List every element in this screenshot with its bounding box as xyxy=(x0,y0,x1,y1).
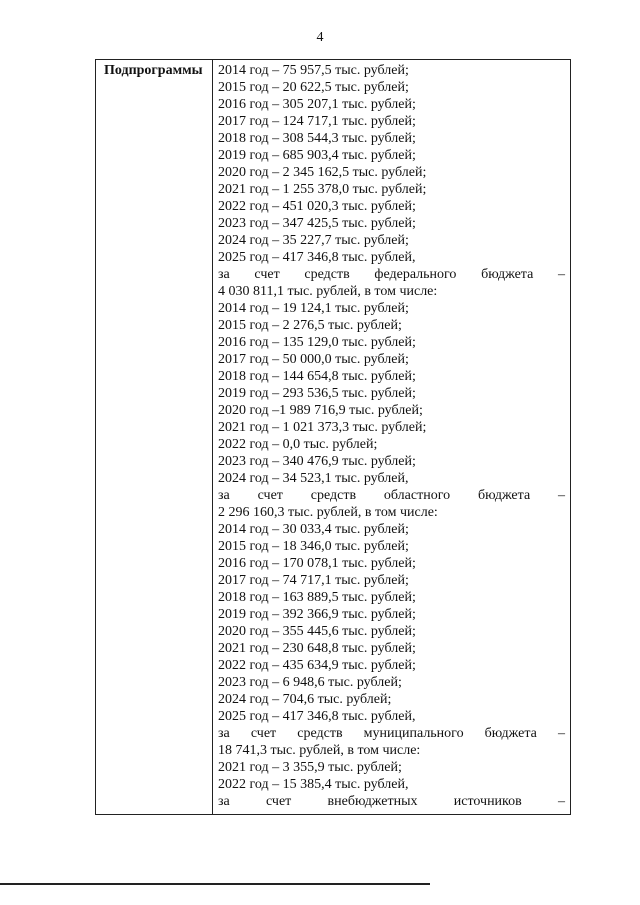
funding-word: – xyxy=(557,267,565,282)
funding-word: федерального xyxy=(374,267,457,282)
funding-line: 2016 год – 305 207,1 тыс. рублей; xyxy=(218,97,416,112)
section-label: Подпрограммы xyxy=(104,63,203,78)
funding-word: за xyxy=(218,726,230,741)
funding-line: 2017 год – 74 717,1 тыс. рублей; xyxy=(218,573,409,588)
funding-cell xyxy=(213,60,570,814)
funding-line: 2014 год – 19 124,1 тыс. рублей; xyxy=(218,301,409,316)
funding-word: источников xyxy=(453,794,522,809)
funding-line: 2022 год – 451 020,3 тыс. рублей; xyxy=(218,199,416,214)
funding-line: 2021 год – 1 255 378,0 тыс. рублей; xyxy=(218,182,427,197)
funding-line: 2017 год – 50 000,0 тыс. рублей; xyxy=(218,352,409,367)
funding-line: 2021 год – 230 648,8 тыс. рублей; xyxy=(218,641,416,656)
funding-line: 2018 год – 308 544,3 тыс. рублей; xyxy=(218,131,416,146)
funding-word: счет xyxy=(265,794,292,809)
funding-line: 2019 год – 293 536,5 тыс. рублей; xyxy=(218,386,416,401)
funding-line: 2019 год – 392 366,9 тыс. рублей; xyxy=(218,607,416,622)
funding-line: 2023 год – 347 425,5 тыс. рублей; xyxy=(218,216,416,231)
funding-line: 2021 год – 1 021 373,3 тыс. рублей; xyxy=(218,420,427,435)
funding-line: 2017 год – 124 717,1 тыс. рублей; xyxy=(218,114,416,129)
funding-word: за xyxy=(218,488,230,503)
funding-line: 2022 год – 0,0 тыс. рублей; xyxy=(218,437,378,452)
label-cell xyxy=(96,60,213,814)
funding-word: – xyxy=(558,488,565,503)
funding-word: бюджета xyxy=(477,488,531,503)
funding-line: 2015 год – 18 346,0 тыс. рублей; xyxy=(218,539,409,554)
funding-word: областного xyxy=(383,488,451,503)
funding-word: – xyxy=(557,726,565,741)
funding-line: 2015 год – 20 622,5 тыс. рублей; xyxy=(218,80,409,95)
subprograms-table xyxy=(95,59,571,815)
funding-word: – xyxy=(557,794,565,809)
funding-line: 2023 год – 340 476,9 тыс. рублей; xyxy=(218,454,416,469)
funding-line: 2025 год – 417 346,8 тыс. рублей, xyxy=(218,250,416,265)
funding-line: 2022 год – 435 634,9 тыс. рублей; xyxy=(218,658,416,673)
funding-line: 2020 год –1 989 716,9 тыс. рублей; xyxy=(218,403,423,418)
funding-line: 2025 год – 417 346,8 тыс. рублей, xyxy=(218,709,416,724)
funding-line: 2023 год – 6 948,6 тыс. рублей; xyxy=(218,675,402,690)
funding-word: средств xyxy=(297,726,343,741)
funding-line: 2024 год – 34 523,1 тыс. рублей, xyxy=(218,471,409,486)
funding-word: счет xyxy=(254,267,280,282)
funding-line: 2020 год – 2 345 162,5 тыс. рублей; xyxy=(218,165,427,180)
funding-line: 2019 год – 685 903,4 тыс. рублей; xyxy=(218,148,416,163)
funding-word: бюджета xyxy=(481,267,534,282)
funding-line: 18 741,3 тыс. рублей, в том числе: xyxy=(218,743,421,758)
funding-line: 2024 год – 35 227,7 тыс. рублей; xyxy=(218,233,409,248)
funding-line xyxy=(218,725,565,742)
funding-line xyxy=(218,266,565,283)
funding-word: средств xyxy=(304,267,350,282)
funding-line: 2014 год – 30 033,4 тыс. рублей; xyxy=(218,522,409,537)
funding-line: 2 296 160,3 тыс. рублей, в том числе: xyxy=(218,505,438,520)
funding-line xyxy=(218,487,565,504)
funding-line: 4 030 811,1 тыс. рублей, в том числе: xyxy=(218,284,438,299)
funding-word: счет xyxy=(257,488,283,503)
funding-line: 2020 год – 355 445,6 тыс. рублей; xyxy=(218,624,416,639)
funding-line: 2022 год – 15 385,4 тыс. рублей, xyxy=(218,777,409,792)
funding-word: за xyxy=(218,267,230,282)
page-number: 4 xyxy=(316,30,324,45)
funding-word: бюджета xyxy=(484,726,537,741)
funding-line: 2016 год – 170 078,1 тыс. рублей; xyxy=(218,556,416,571)
funding-word: муниципального xyxy=(363,726,464,741)
funding-line: 2015 год – 2 276,5 тыс. рублей; xyxy=(218,318,402,333)
funding-line: 2024 год – 704,6 тыс. рублей; xyxy=(218,692,392,707)
funding-line: 2018 год – 144 654,8 тыс. рублей; xyxy=(218,369,416,384)
funding-word: средств xyxy=(310,488,357,503)
funding-line: 2018 год – 163 889,5 тыс. рублей; xyxy=(218,590,416,605)
funding-line: 2016 год – 135 129,0 тыс. рублей; xyxy=(218,335,416,350)
funding-word: счет xyxy=(250,726,277,741)
footer-rule xyxy=(0,883,430,885)
funding-word: внебюджетных xyxy=(327,794,418,809)
funding-line: 2014 год – 75 957,5 тыс. рублей; xyxy=(218,63,409,78)
funding-word: за xyxy=(218,794,230,809)
funding-line: 2021 год – 3 355,9 тыс. рублей; xyxy=(218,760,402,775)
funding-line xyxy=(218,793,565,810)
